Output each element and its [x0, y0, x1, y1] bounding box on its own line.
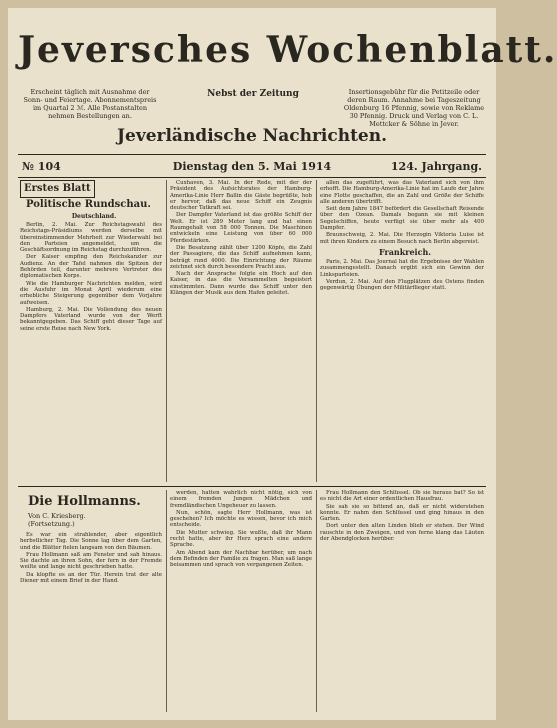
column-divider	[166, 180, 167, 482]
subscription-info: Erscheint täglich mit Ausnahme der Sonn- und Feiertage. Abonnementspreis im Quartal 2 ℳ. Alle Postanstalten nehmen Bestellungen an.	[23, 88, 157, 120]
serial-title: Die Hollmanns.	[28, 494, 141, 509]
newspaper-page	[8, 8, 557, 720]
paragraph: Braunschweig, 2. Mai. Die Herzogin Viktoria Luise ist mit ihren Kindern zu einem Besuch nach Berlin abgereist.	[320, 232, 484, 245]
issue-year: 124. Jahrgang.	[390, 160, 482, 173]
paragraph: Nun, schön, sagte Herr Hollmann, was ist geschehen? Ich möchte es wissen, bevor ich mich entscheide.	[170, 509, 312, 529]
advertising-info: Insertionsgebühr für die Petitzeile oder deren Raum. Annahme bei Tageszeitung Oldenburg 16 Pfennig, sowie von Reklame 30 Pfennig. Druck und Verlag von C. L. Mettcker & Söhne in Jever.	[343, 88, 485, 128]
column-divider	[166, 490, 167, 712]
rule-bottom	[18, 177, 486, 178]
paragraph: Frau Hollmann den Schlüssel. Ob sie heraus bat? So ist es nicht die Art einer ordentlichen Hausfrau.	[320, 490, 484, 503]
serial-column-1	[20, 532, 162, 712]
column-3	[320, 180, 484, 482]
subsection-heading: Deutschland.	[71, 213, 117, 220]
serial-author: Von C. Kriesberg.	[28, 512, 86, 520]
paragraph: Am Abend kam der Nachbar herüber, um nach dem Befinden der Familie zu fragen. Man saß lange beisammen und sprach von vergangenen Zeiten.	[170, 549, 312, 569]
paragraph: Nach der Ansprache folgte ein Hoch auf den Kaiser, in das die Versammelten begeistert einstimmten. Dann wurde das Schiff unter den Klängen der Musik aus dem Hafen geleitet.	[170, 271, 312, 297]
paragraph: Seit dem Jahre 1847 befördert die Gesellschaft Reisende über den Ozean. Damals begann sie mit kleinen Segelschiffen, heute verfügt sie über mehr als 400 Dampfer.	[320, 206, 484, 232]
issue-number: № 104	[22, 160, 61, 173]
rule-top	[18, 154, 486, 155]
column-divider	[316, 490, 317, 712]
section-heading: Frankreich.	[378, 246, 432, 257]
serial-continuation: (Fortsetzung.)	[28, 520, 75, 528]
subtitle-row	[18, 126, 486, 146]
paragraph: Hamburg, 2. Mai. Die Vollendung des neuen Dampfers Vaterland wurde von der Werft bekanntgegeben. Das Schiff geht dieser Tage auf seine erste Reise nach New York.	[20, 306, 162, 332]
paragraph: Es war ein strahlender, aber eigentlich herbstlicher Tag. Die Sonne lag über dem Garten, und die Blätter fielen langsam von den Bäumen.	[20, 532, 162, 551]
feuilleton-rule	[18, 486, 486, 487]
issue-line	[18, 158, 486, 176]
paragraph: werden, hatten wahrlich nicht nötig, sich von einem fremden Jungen Mädchen und fremdländischen Ungeheuer zu lassen.	[170, 490, 312, 509]
paragraph: Berlin, 2. Mai. Zur Reichstagswahl des Reichstags-Präsidiums werden derselbe mit übereinstimmender Mehrheit zur Wiederwahl bei den Parteien angemeldet, um die Geschäftsordnung im Reichstag durchzuführen.	[20, 222, 162, 254]
column-2	[170, 180, 312, 482]
masthead-title: Jeversches Wochenblatt.	[18, 29, 557, 71]
paragraph: Der Dampfer Vaterland ist das größte Schiff der Welt. Er ist 289 Meter lang und hat einen Raumgehalt von 58 000 Tonnen. Die Maschinen entwickeln eine Leistung von über 60 000 Pferdestärken.	[170, 212, 312, 244]
issue-date: Dienstag den 5. Mai 1914	[172, 160, 332, 173]
paragraph: Frau Hollmann saß am Fenster und sah hinaus. Sie dachte an ihren Sohn, der fern in der Fremde weilte und lange nicht geschrieben hatte.	[20, 551, 162, 571]
paragraph: Sie sah sie so bittend an, daß er nicht widerstehen konnte. Er nahm den Schlüssel und ging hinaus in den Garten.	[320, 503, 484, 523]
blatt-box	[20, 180, 162, 198]
subtitle-block	[178, 88, 328, 122]
subtitle: Jeverländische Nachrichten.	[116, 126, 388, 146]
column-divider	[316, 180, 317, 482]
blatt-label: Erstes Blatt	[20, 180, 95, 198]
serial-column-3	[320, 490, 484, 712]
paragraph: allen das zugeführt, was das Vaterland sich von ihm erhofft. Die Hamburg-Amerika-Linie hat im Laufe der Jahre eine Flotte geschaffen, die an Zahl und Größe der Schiffe alle anderen übertrifft.	[320, 180, 484, 205]
section-heading: Politische Rundschau.	[26, 199, 151, 210]
paragraph: Die Besatzung zählt über 1200 Köpfe, die Zahl der Passagiere, die das Schiff aufnehmen kann, beträgt rund 4000. Die Einrichtung der Räume zeichnet sich durch besondere Pracht aus.	[170, 244, 312, 270]
paragraph: Dort unter den alten Linden blieb er stehen. Der Wind rauschte in den Zweigen, und von ferne klang das Läuten der Abendglocken herüber.	[320, 523, 484, 543]
column-1	[20, 180, 162, 482]
paragraph: Paris, 2. Mai. Das Journal hat die Ergebnisse der Wahlen zusammengestellt. Danach ergibt sich ein Gewinn der Linksparteien.	[320, 258, 484, 278]
paragraph: Cuxhaven, 3. Mai. In der Rede, mit der der Präsident des Aufsichtsrates der Hamburg-Amerika-Linie Herr Ballin die Gäste begrüßte, hob er hervor, daß das neue Schiff ein Zeugnis deutscher Tatkraft sei.	[170, 180, 312, 212]
paragraph: Der Kaiser empfing den Reichskanzler zur Audienz. An der Tafel nahmen die Spitzen der Behörden teil, darunter mehrere Vertreter des diplomatischen Korps.	[20, 254, 162, 280]
paragraph: Verdun, 2. Mai. Auf den Flugplätzen des Ostens finden gegenwärtig Übungen der Militärflieger statt.	[320, 278, 484, 292]
masthead	[18, 18, 557, 82]
serial-column-2	[170, 490, 312, 712]
nebst-label: Nebst der Zeitung	[207, 89, 299, 99]
paragraph: Da klopfte es an der Tür. Herein trat der alte Diener mit einem Brief in der Hand.	[20, 571, 162, 585]
paragraph: Die Mutter schwieg. Sie wußte, daß ihr Mann recht hatte, aber ihr Herz sprach eine andere Sprache.	[170, 529, 312, 549]
paragraph: Wie die Hamburger Nachrichten melden, wird die Ausfuhr im Monat April wiederum eine erhebliche Steigerung gegenüber dem Vorjahre aufweisen.	[20, 280, 162, 306]
